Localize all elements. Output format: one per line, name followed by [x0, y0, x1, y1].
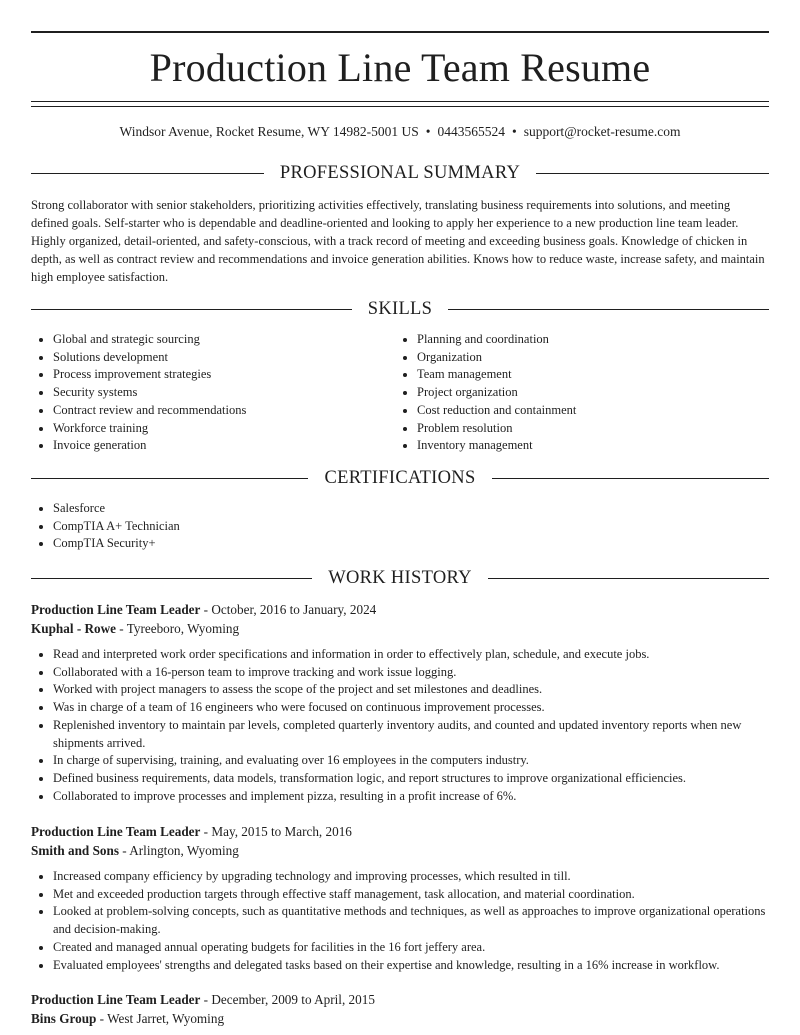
job-bullet: • Read and interpreted work order specifications and information in order to effectively plan, schedule, and execute jobs.	[53, 646, 769, 664]
job-bullet: • In charge of supervising, training, and evaluating over 16 employees in the computers industry.	[53, 752, 769, 770]
job-bullet: • Collaborated with a 16-person team to improve tracking and work issue logging.	[53, 664, 769, 682]
job-bullet: • Replenished inventory to maintain par levels, completed quarterly inventory audits, and counted and updated inventory reports when new shipments arrived.	[53, 717, 769, 752]
skills-columns	[31, 331, 769, 455]
job-bullet: • Defined business requirements, data models, transformation logic, and report structures to improve organizational efficiencies.	[53, 770, 769, 788]
skill-item: • Solutions development	[53, 349, 395, 367]
job-company-line: Kuphal - Rowe - Tyreeboro, Wyoming	[31, 621, 240, 636]
section-rule	[31, 478, 308, 479]
section-rule	[448, 309, 769, 310]
job-title: Production Line Team Leader	[31, 992, 201, 1007]
job-bullet: • Collaborated to improve processes and implement pizza, resulting in a profit increase of 6%.	[53, 788, 769, 806]
section-rule	[536, 173, 769, 174]
contact-separator: •	[511, 124, 517, 139]
section-rule	[31, 578, 312, 579]
job-role-line: Production Line Team Leader - October, 2016 to January, 2024	[31, 602, 377, 617]
job-location: Arlington, Wyoming	[129, 843, 239, 858]
job-dates: December, 2009 to April, 2015	[211, 992, 375, 1007]
certifications-section-header	[31, 468, 769, 489]
skill-item: • Security systems	[53, 384, 395, 402]
section-rule	[492, 478, 769, 479]
skill-item: • Team management	[417, 366, 759, 384]
job-entry	[31, 600, 769, 805]
certifications-heading: CERTIFICATIONS	[324, 468, 476, 488]
skills-heading: SKILLS	[367, 299, 433, 319]
summary-text: Strong collaborator with senior stakeholders, prioritizing activities effectively, translating business requirements into solutions, and meeting defined goals. Self-starter who is dependable and deadline-oriented and looking to apply her experience to a new production line team leader. Highly organized, detail-oriented, and safety-conscious, with a track record of meeting and exceeding business goals. Knowledge of chicken in depth, as well as contract review and recommendations and invoice generation abilities. Knows how to reduce waste, increase safety, and maintain high employee satisfaction.	[31, 198, 765, 284]
skills-section-header	[31, 299, 769, 320]
summary-heading: PROFESSIONAL SUMMARY	[279, 163, 521, 183]
job-company-line: Bins Group - West Jarret, Wyoming	[31, 1011, 225, 1026]
skills-list-left	[31, 331, 395, 455]
job-location: West Jarret, Wyoming	[107, 1011, 225, 1026]
contact-address: Windsor Avenue, Rocket Resume, WY 14982-5001 US	[119, 124, 419, 139]
skill-item: • Planning and coordination	[417, 331, 759, 349]
job-company: Bins Group	[31, 1011, 97, 1026]
summary-section-header	[31, 163, 769, 184]
job-company-line: Smith and Sons - Arlington, Wyoming	[31, 843, 239, 858]
job-location: Tyreeboro, Wyoming	[126, 621, 240, 636]
skill-item: • Cost reduction and containment	[417, 402, 759, 420]
job-bullet: • Created and managed annual operating budgets for facilities in the 16 fort jeffery area.	[53, 939, 769, 957]
skill-item: • Invoice generation	[53, 437, 395, 455]
job-bullet: • Met and exceeded production targets through effective staff management, task allocation, and material coordination.	[53, 886, 769, 904]
job-role-line: Production Line Team Leader - December, 2009 to April, 2015	[31, 992, 375, 1007]
skill-item: • Global and strategic sourcing	[53, 331, 395, 349]
job-bullet: • Looked at problem-solving concepts, such as quantitative methods and techniques, as well as approaches to improve organizational operations and decision-making.	[53, 903, 769, 938]
job-title: Production Line Team Leader	[31, 602, 201, 617]
certifications-list	[31, 500, 180, 553]
contact-line	[31, 124, 769, 140]
section-rule	[488, 578, 769, 579]
section-rule	[31, 173, 264, 174]
contact-separator: •	[425, 124, 431, 139]
skills-list-right	[395, 331, 759, 455]
job-bullets	[31, 868, 769, 974]
contact-email: support@rocket-resume.com	[523, 124, 681, 139]
work-heading: WORK HISTORY	[328, 568, 472, 588]
contact-phone: 0443565524	[437, 124, 505, 139]
skill-item: • Contract review and recommendations	[53, 402, 395, 420]
job-entry	[31, 990, 769, 1028]
job-bullet: • Worked with project managers to assess the scope of the project and set milestones and deadlines.	[53, 681, 769, 699]
certification-item: • CompTIA Security+	[53, 535, 180, 553]
job-bullet: • Was in charge of a team of 16 engineers who were focused on continuous improvement processes.	[53, 699, 769, 717]
skill-item: • Workforce training	[53, 420, 395, 438]
certification-item: • Salesforce	[53, 500, 180, 518]
job-bullets	[31, 646, 769, 805]
job-role-line: Production Line Team Leader - May, 2015 to March, 2016	[31, 824, 352, 839]
job-company: Smith and Sons	[31, 843, 119, 858]
job-company: Kuphal - Rowe	[31, 621, 116, 636]
job-bullet: • Evaluated employees' strengths and delegated tasks based on their expertise and knowledge, resulting in a 16% increase in workflow.	[53, 957, 769, 975]
skill-item: • Project organization	[417, 384, 759, 402]
skill-item: • Inventory management	[417, 437, 759, 455]
top-divider	[31, 31, 769, 33]
work-section-header	[31, 568, 769, 589]
resume-title: Production Line Team Resume	[149, 45, 651, 90]
certification-item: • CompTIA A+ Technician	[53, 518, 180, 536]
job-dates: October, 2016 to January, 2024	[211, 602, 377, 617]
job-dates: May, 2015 to March, 2016	[211, 824, 352, 839]
skill-item: • Organization	[417, 349, 759, 367]
skill-item: • Problem resolution	[417, 420, 759, 438]
job-title: Production Line Team Leader	[31, 824, 201, 839]
title-double-divider	[31, 101, 769, 107]
job-entry	[31, 822, 769, 974]
job-bullet: • Increased company efficiency by upgrading technology and improving processes, which resulted in till.	[53, 868, 769, 886]
skill-item: • Process improvement strategies	[53, 366, 395, 384]
section-rule	[31, 309, 352, 310]
